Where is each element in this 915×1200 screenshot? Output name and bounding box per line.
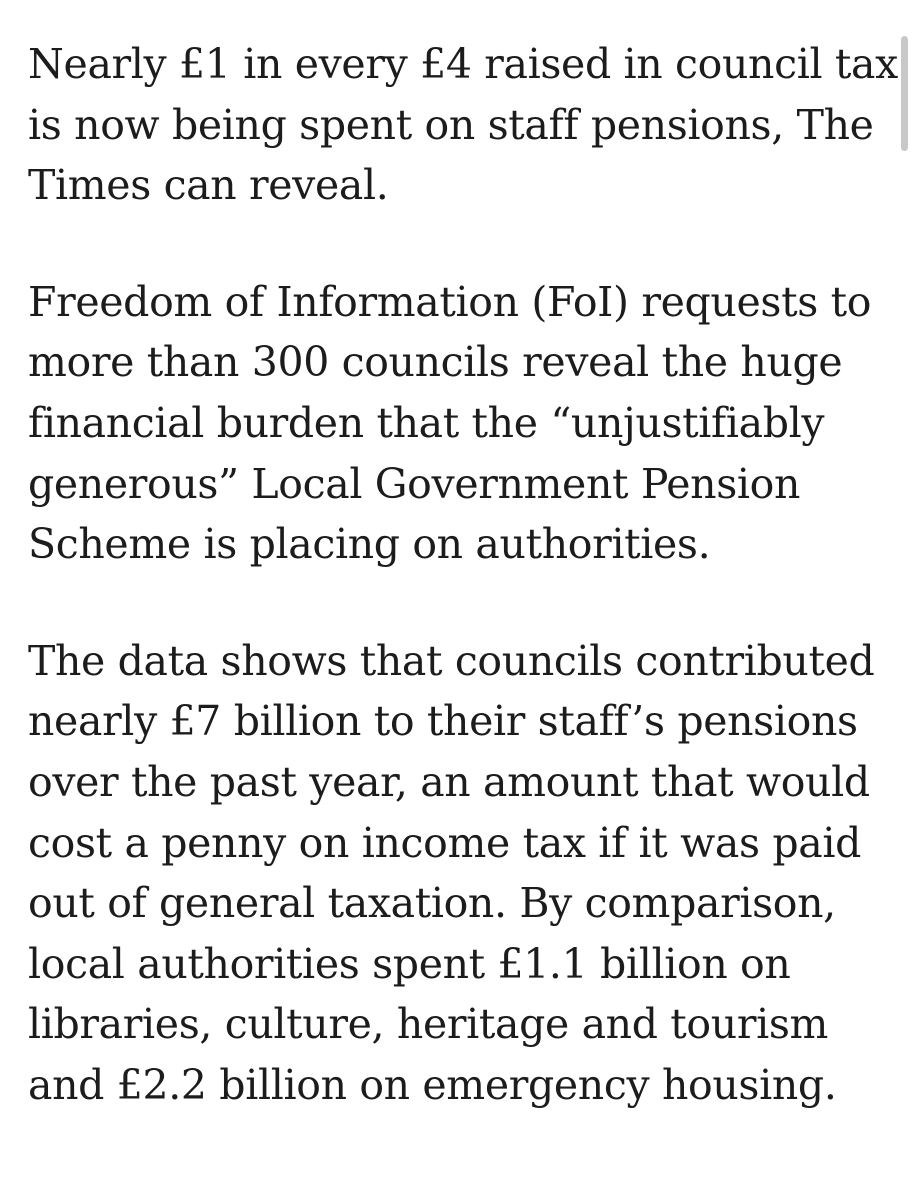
- text-line: Nearly £1 in every £4 raised in council tax: [28, 40, 898, 88]
- text-line: Freedom of Information (FoI) requests to: [28, 277, 872, 326]
- text-line: financial burden that the “unjustifiably: [28, 398, 825, 447]
- article-body: [28, 34, 908, 1172]
- scrollbar-thumb[interactable]: [901, 36, 908, 151]
- paragraph-3: [28, 631, 908, 1116]
- text-line: cost a penny on income tax if it was paid: [28, 818, 861, 867]
- text-line: Times can reveal.: [28, 161, 389, 210]
- paragraph-1: [28, 34, 908, 216]
- text-line: The data shows that councils contributed: [28, 636, 875, 685]
- text-line: is now being spent on staff pensions, The: [28, 100, 874, 149]
- paragraph-2: [28, 272, 908, 575]
- text-line: over the past year, an amount that would: [28, 757, 870, 806]
- text-line: and £2.2 billion on emergency housing.: [28, 1060, 837, 1109]
- text-line: local authorities spent £1.1 billion on: [28, 939, 791, 988]
- text-line: nearly £7 billion to their staff’s pensions: [28, 697, 858, 746]
- text-line: libraries, culture, heritage and tourism: [28, 1000, 829, 1049]
- text-line: Scheme is placing on authorities.: [28, 520, 711, 569]
- text-line: out of general taxation. By comparison,: [28, 879, 836, 928]
- text-line: generous” Local Government Pension: [28, 459, 801, 508]
- text-line: more than 300 councils reveal the huge: [28, 338, 843, 387]
